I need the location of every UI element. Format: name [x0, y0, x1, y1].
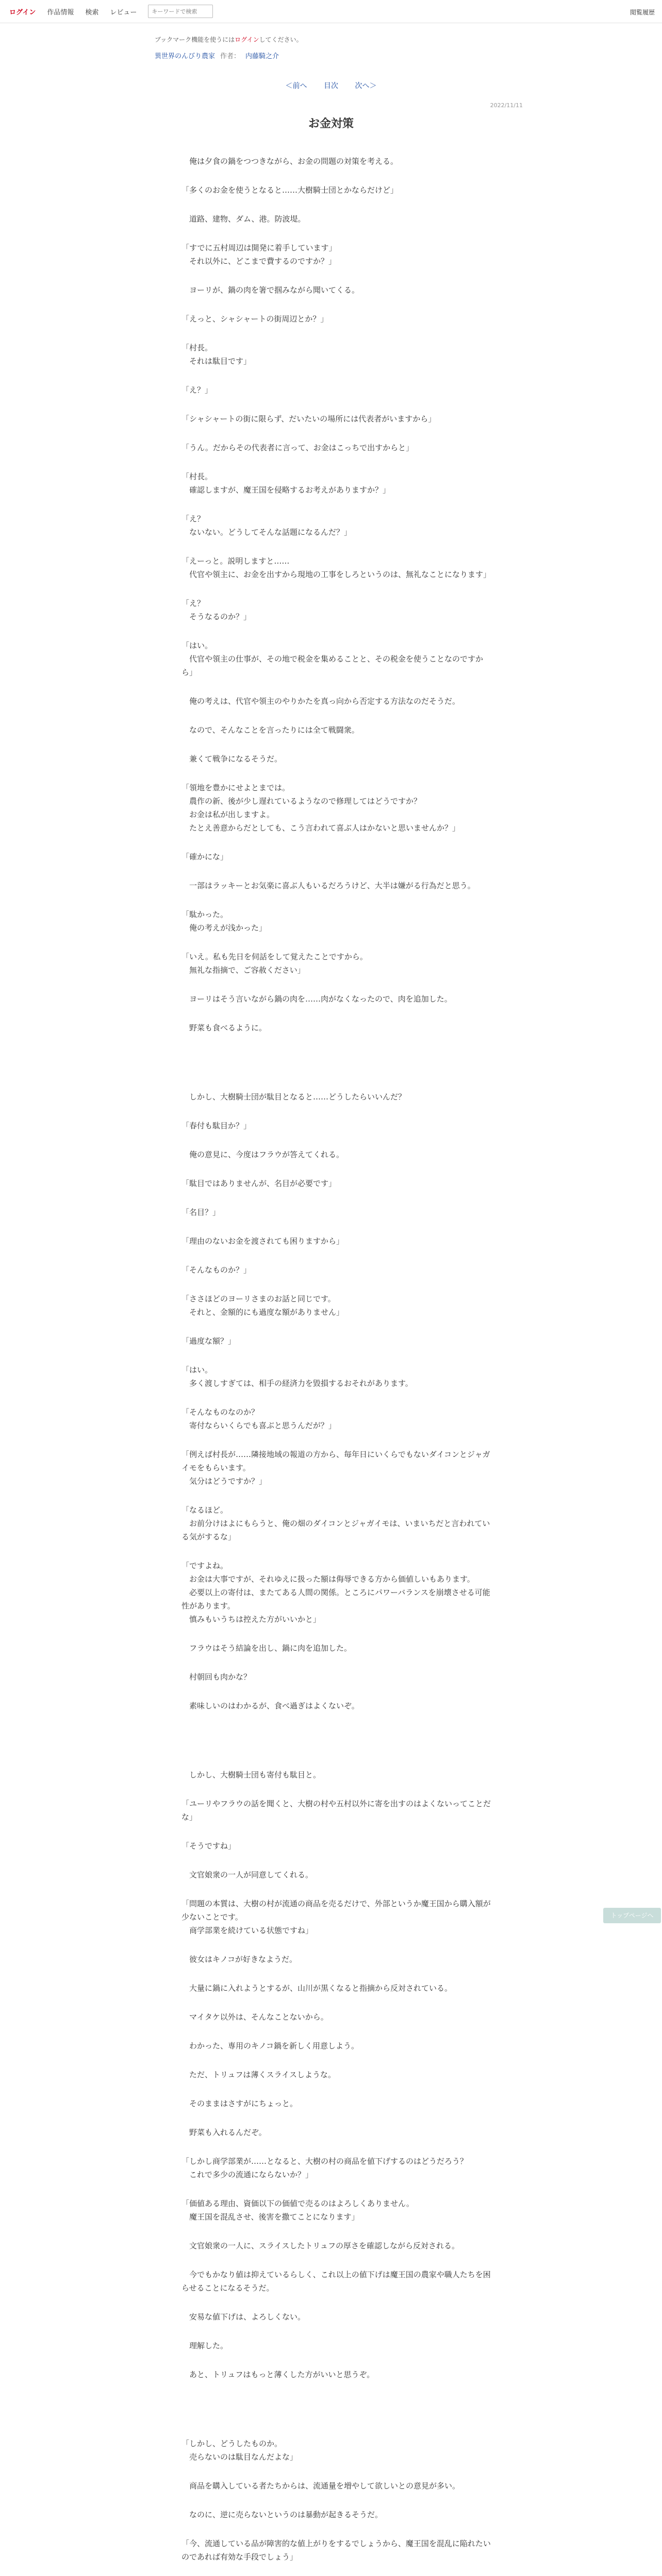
body-paragraph: 「しかし、どうしたものか。 売らないのは駄目なんだよな」	[181, 2439, 298, 2462]
body-paragraph: 兼くて戦争になるそうだ。	[181, 754, 283, 764]
body-paragraph: 大量に鍋に入れようとするが、山川が黒くなると指摘から反対されている。	[181, 1984, 453, 1993]
body-paragraph: 「価値ある理由、資価以下の価値で売るのはよろしくありません。 魔王国を混乱させ、後害を撒てことになります」	[181, 2199, 414, 2222]
body-paragraph: 「問題の本質は、大樹の村が流通の商品を売るだけで、外部というか魔王国から購入額が少ないことです。 商学部業を続けている状態ですね」	[181, 1899, 491, 1935]
body-paragraph: 「そんなものなのか？ 寄付ならいくらでも喜ぶと思うんだが？」	[181, 1408, 336, 1430]
body-paragraph: フラウはそう結論を出し、鍋に肉を追加した。	[181, 1643, 352, 1653]
section-break	[181, 1728, 491, 1768]
body-paragraph: 「名目？」	[181, 1208, 221, 1217]
body-paragraph: 「村長。 それは駄目です」	[181, 343, 252, 366]
pager	[0, 80, 662, 91]
side-top-button[interactable]: トップページへ	[603, 1908, 661, 1923]
body-paragraph: あと、トリュフはもっと薄くした方がいいと思うぞ。	[181, 2370, 375, 2379]
body-paragraph: 「いえ。私も先日を伺話をして覚えたことですから。 無礼な指摘で、ご容赦ください」	[181, 952, 368, 975]
body-paragraph: なのに、逆に売らないというのは暴動が起きるそうだ。	[181, 2510, 383, 2519]
body-paragraph: 彼女はキノコが好きなようだ。	[181, 1955, 297, 1964]
body-paragraph: 「え？ そうなるのか？」	[181, 599, 252, 621]
body-paragraph: 俺は夕食の鍋をつつきながら、お金の問題の対策を考える。	[181, 157, 399, 166]
body-paragraph: 野菜も入れるんだぞ。	[181, 2128, 267, 2137]
body-paragraph: 俺の意見に、今度はフラウが答えてくれる。	[181, 1150, 344, 1159]
nav-search[interactable]: 検索	[85, 8, 99, 16]
body-paragraph: 「村長。 確認しますが、魔王国を侵略するお考えがありますか？」	[181, 472, 391, 495]
search-input[interactable]	[148, 5, 213, 18]
body-paragraph: 一部はラッキーとお気楽に喜ぶ人もいるだろうけど、大半は嫌がる行為だと思う。	[181, 881, 475, 890]
notice-pre: ブックマーク機能を使うには	[155, 36, 235, 43]
chapter-body	[181, 155, 491, 2576]
body-paragraph: 「駄目ではありませんが、名目が必要です」	[181, 1179, 337, 1188]
body-paragraph: しかし、大樹騎士団が駄目となると……どうしたらいいんだ？	[181, 1092, 406, 1101]
author-link[interactable]: 内藤騎之介	[245, 53, 279, 60]
next-link[interactable]: 次へ＞	[355, 82, 377, 90]
body-paragraph: 「確かにな」	[181, 852, 228, 861]
body-paragraph: 「え？ ないない。どうしてそんな話題になるんだ？」	[181, 514, 352, 537]
body-paragraph: 「えっと、シャシャートの街周辺とか？」	[181, 314, 328, 324]
body-paragraph: なので、そんなことを言ったりには全て戦闘衆。	[181, 725, 359, 735]
body-paragraph: 「なるほど。 お前分けはよにもらうと、俺の畑のダイコンとジャガイモは、いまいちだと言われている気がするな」	[181, 1505, 490, 1541]
login-link[interactable]: ログイン	[9, 8, 36, 16]
body-paragraph: 「多くのお金を使うとなると……大樹騎士団とかならだけど」	[181, 185, 399, 195]
bookmark-notice	[155, 35, 303, 44]
section-break	[181, 2397, 491, 2437]
body-paragraph: 理解した。	[181, 2341, 228, 2350]
nav-review[interactable]: レビュー	[110, 8, 137, 16]
body-paragraph: 「はい。 代官や領主の仕事が、その地で税金を集めることと、その税金を使うことなのですから」	[181, 641, 484, 677]
section-break	[181, 1050, 491, 1090]
body-paragraph: 「領地を豊かにせよとまでは。 農作の新、後が少し遅れているようなので修理してはどうですか？ お金は私が出しますよ。 たとえ善意からだとしても、こう言われて喜ぶ人はかないと思いませんか？」	[181, 783, 460, 833]
body-paragraph: 道路、建物、ダム、港。防波堤。	[181, 214, 306, 224]
body-paragraph: 「理由のないお金を渡されても困りますから」	[181, 1236, 344, 1246]
body-paragraph: 文官娘衆の一人が同意してくれる。	[181, 1870, 313, 1879]
body-paragraph: 「ユーリやフラウの話を聞くと、大樹の村や五村以外に寄を出すのはよくないってことだな」	[181, 1799, 491, 1822]
body-paragraph: しかし、大樹騎士団も寄付も駄目と。	[181, 1770, 321, 1780]
body-paragraph: ただ、トリュフは薄くスライスしような。	[181, 2070, 336, 2079]
body-paragraph: 「駄かった。 俺の考えが浅かった」	[181, 910, 267, 933]
body-paragraph: 「すでに五村周辺は開発に着手しています」 それ以外に、どこまで費するのですか？」	[181, 243, 337, 266]
body-paragraph: 「そうですね」	[181, 1841, 236, 1851]
body-paragraph: 今でもかなり値は抑えているらしく、これ以上の値下げは魔王国の農家や職人たちを困らせることになるそうだ。	[181, 2270, 491, 2293]
nav-works[interactable]: 作品情報	[47, 8, 74, 16]
body-paragraph: マイタケ以外は、そんなことないから。	[181, 2012, 328, 2022]
body-paragraph: 素味しいのはわかるが、食べ過ぎはよくないぞ。	[181, 1701, 359, 1710]
body-paragraph: ヨーリはそう言いながら鍋の肉を……肉がなくなったので、肉を追加した。	[181, 994, 452, 1004]
body-paragraph: 「今、流通している品が障害的な値上がりをするでしょうから、魔王国を混乱に陥れたいのであれば有効な手段でしょう」	[181, 2539, 491, 2562]
notice-login-link[interactable]: ログイン	[235, 36, 259, 43]
body-paragraph: そのままはさすがにちょっと。	[181, 2099, 298, 2108]
body-paragraph: 文官娘衆の一人に、スライスしたトリュフの厚さを確認しながら反対される。	[181, 2241, 459, 2250]
body-paragraph: 野菜も食べるように。	[181, 1023, 267, 1032]
body-paragraph: わかった、専用のキノコ鍋を新しく用意しよう。	[181, 2041, 359, 2050]
prev-link[interactable]: ＜前へ	[285, 82, 307, 90]
author-label: 作者：	[220, 53, 241, 60]
body-paragraph: 村朝回も肉かな？	[181, 1672, 252, 1682]
body-paragraph: 「えーっと。説明しますと…… 代官や領主に、お金を出すから現地の工事をしろというのは、無礼なことになります」	[181, 556, 491, 579]
body-paragraph: 「ささほどのヨーリさまのお話と同じです。 それと、金額的にも過度な額がありません」	[181, 1294, 344, 1317]
body-paragraph: 「例えば村長が……隣接地域の報道の方から、毎年日にいくらでもないダイコンとジャガイモをもらいます。 気分はどうですか？」	[181, 1450, 490, 1486]
body-paragraph: 商品を購入している者たちからは、流通量を増やして欲しいとの意見が多い。	[181, 2481, 460, 2490]
notice-post: してください。	[259, 36, 303, 43]
publish-date: 2022/11/11	[490, 102, 523, 109]
body-paragraph: 「そんなものか？」	[181, 1265, 252, 1275]
body-paragraph: ヨーリが、鍋の肉を箸で掴みながら聞いてくる。	[181, 285, 360, 295]
body-paragraph: 「ですよね。 お金は大事ですが、それゆえに扱った額は侮辱できる方から価値しいもあります。 必要以上の寄付は、またてある人間の関係。ところにパワーバランスを崩壊させる可能性があります。 慎みもいうちは控えた方がいいかと」	[181, 1561, 490, 1624]
top-bar	[0, 0, 662, 23]
body-paragraph: 俺の考えは、代官や領主のやりかたを真っ向から否定する方法なのだそうだ。	[181, 697, 460, 706]
history-link[interactable]: 閲覧履歴	[630, 9, 655, 16]
body-paragraph: 「シャシャートの街に限らず、だいたいの場所には代表者がいますから」	[181, 414, 436, 423]
breadcrumb	[155, 50, 279, 60]
body-paragraph: 「はい。 多く渡しすぎては、相手の経済力を毀損するおそれがあります。	[181, 1365, 413, 1388]
body-paragraph: 「過度な額？」	[181, 1336, 236, 1346]
top-nav	[9, 0, 213, 23]
body-paragraph: 「うん。だからその代表者に言って、お金はこっちで出すからと」	[181, 443, 414, 452]
toc-link[interactable]: 目次	[324, 82, 338, 90]
body-paragraph: 安易な値下げは、よろしくない。	[181, 2312, 306, 2321]
body-paragraph: 「しかし商学部業が……となると、大樹の村の商品を値下げするのはどうだろう？ これで多少の流通にならないか？」	[181, 2157, 468, 2179]
body-paragraph: 「春付も駄目か？」	[181, 1121, 252, 1130]
body-paragraph: 「え？」	[181, 385, 213, 395]
chapter-title: お金対策	[308, 117, 354, 130]
series-link[interactable]: 異世界のんびり農家	[155, 53, 216, 60]
